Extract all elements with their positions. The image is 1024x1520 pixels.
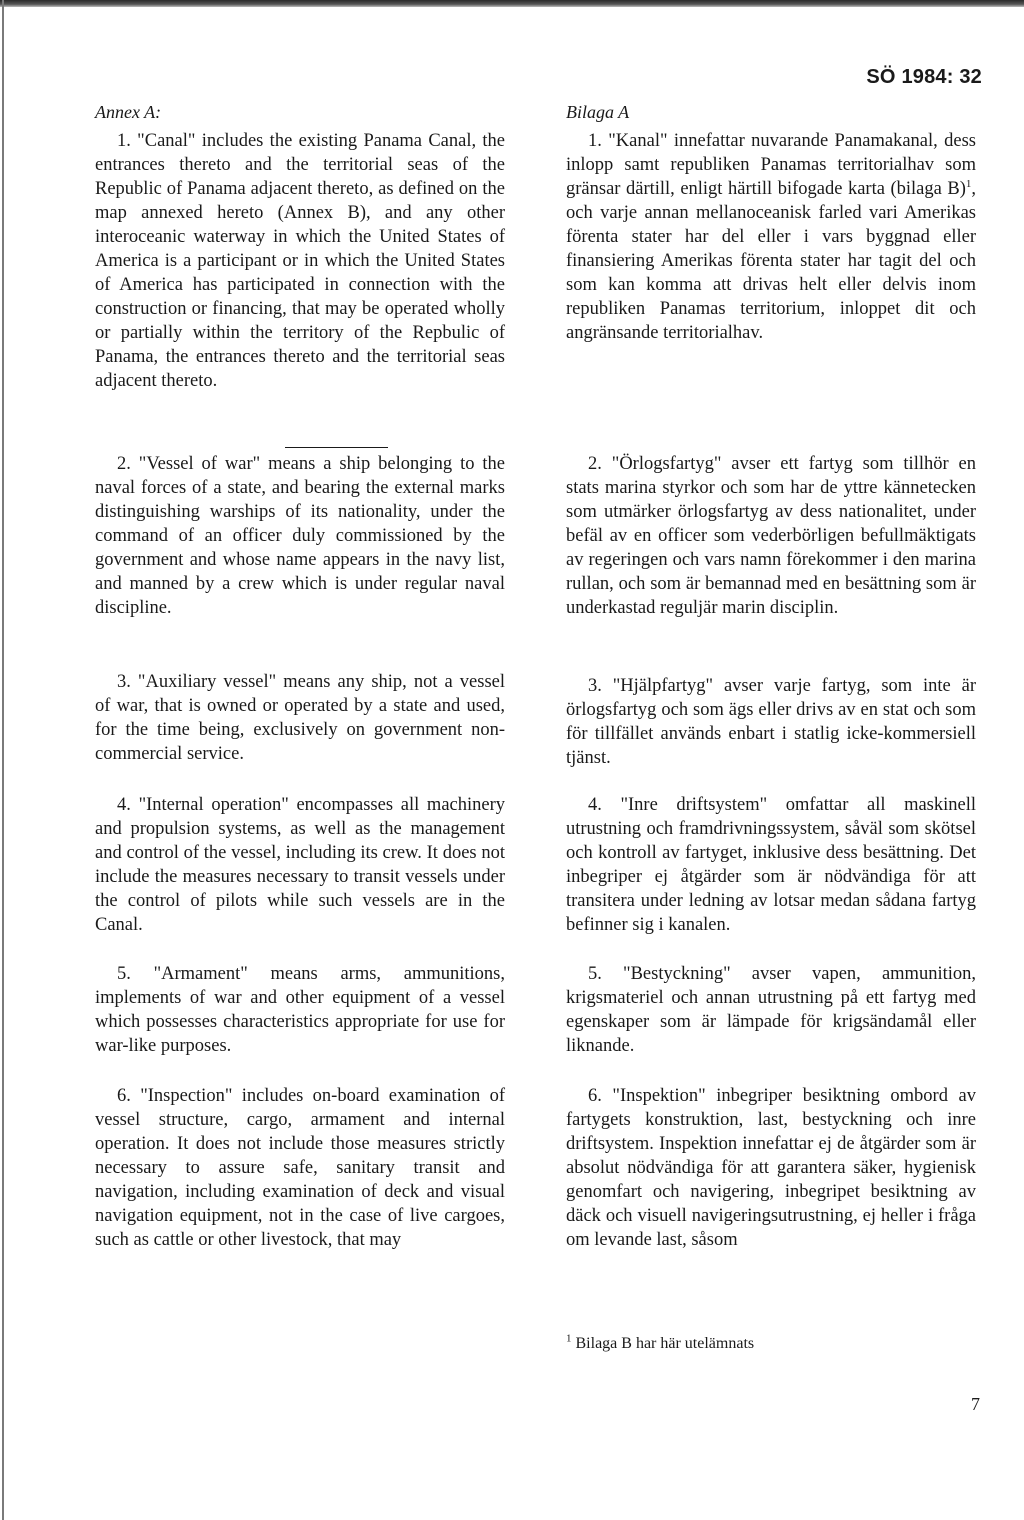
footnote-text: Bilaga B har här utelämnats <box>571 1335 755 1352</box>
pen-mark-line <box>285 447 388 448</box>
footnote <box>566 1334 754 1354</box>
en-paragraph-3: 3. "Auxiliary vessel" means any ship, not a vessel of war, that is owned or operated by a state and used, for the time being, exclusively on government non-commercial service. <box>95 672 505 764</box>
sv-paragraph-1-text: 1. "Kanal" innefattar nuvarande Panamakanal, dess inlopp samt republiken Panamas territorialhav som gränsar därtill, enligt härtill bifogade karta (bilaga B) <box>566 131 976 199</box>
en-paragraph-6: 6. "Inspection" includes on-board examination of vessel structure, cargo, armament and internal operation. It does not include those measures strictly necessary to assure safe, sanitary transit and navigation, including examination of deck and visual navigation equipment, not in the case of live cargoes, such as cattle or other livestock, that may <box>95 1086 505 1250</box>
left-scan-border <box>2 0 4 1520</box>
footnote-reference: 1 <box>965 177 972 190</box>
sv-paragraph-5: 5. "Bestyckning" avser vapen, ammunition, krigsmateriel och annan utrustning på ett fartyg med egenskaper som är lämpade för krigsändamål eller liknande. <box>566 964 976 1056</box>
sv-paragraph-6: 6. "Inspektion" inbegriper besiktning ombord av fartygets konstruktion, last, bestyckning och inre driftsystem. Inspektion innefattar ej de åtgärder som är absolut nödvändiga för att garantera säker, hygienisk genomfart och navigering, inbegripet besiktning av däck och visuell navigeringsutrustning, ej heller i fråga om levande last, såsom <box>566 1086 976 1250</box>
footnote-mark: 1 <box>566 1332 572 1345</box>
bilaga-heading: Bilaga A <box>566 102 630 122</box>
sv-paragraph-2: 2. "Örlogsfartyg" avser ett fartyg som tillhör en stats marina styrkor och som har de yttre kännetecken som utmärker örlogsfartyg av dess nationalitet, under befäl av en officer som vederbörligen befullmäktigats av regeringen och vars namn förekommer i den marina rullan, och som är bemannad med en besättning som är underkastad reguljär marin disciplin. <box>566 454 976 618</box>
document-reference: SÖ 1984: 32 <box>866 66 982 88</box>
annex-heading: Annex A: <box>95 102 162 122</box>
en-paragraph-1: 1. "Canal" includes the existing Panama Canal, the entrances thereto and the territorial seas of the Republic of Panama adjacent thereto, as defined on the map annexed hereto (Annex B), and any other interoceanic waterway in which the United States of America is a participant or in which the United States of America has participated in connection with the construction or financing, that may be operated wholly or partially within the territory of the Repbulic of Panama, the entrances thereto and the territorial seas adjacent thereto. <box>95 131 505 391</box>
top-scan-border <box>0 0 1024 7</box>
page-number: 7 <box>971 1394 980 1414</box>
en-paragraph-2: 2. "Vessel of war" means a ship belonging to the naval forces of a state, and bearing the external marks distinguishing warships of its nationality, under the command of an officer duly commissioned by the government and whose name appears in the navy list, and manned by a crew which is under regular naval discipline. <box>95 454 505 618</box>
sv-paragraph-1 <box>566 129 976 345</box>
sv-paragraph-3: 3. "Hjälpfartyg" avser varje fartyg, som inte är örlogsfartyg och som ägs eller drivs av en stat och som för tillfället används enbart i statlig icke-kommersiell tjänst. <box>566 676 976 768</box>
en-paragraph-5: 5. "Armament" means arms, ammunitions, implements of war and other equipment of a vessel which possesses characteristics appropriate for use for war-like purposes. <box>95 964 505 1056</box>
sv-paragraph-4: 4. "Inre driftsystem" omfattar all maskinell utrustning och framdrivningssystem, såväl som skötsel och kontroll av fartyget, inklusive dess besättning. Det inbegriper ej åtgärder som är nödvändiga för att transitera under ledning av lotsar medan sådana fartyg befinner sig i kanalen. <box>566 795 976 935</box>
sv-paragraph-1-text-cont: , och varje annan mellanoceanisk farled vari Amerikas förenta stater har del eller i vars byggnad eller finansiering Amerikas förenta stater har tagit del och som kan komma att drivas helt eller delvis inom republiken Panamas territorium, inloppet dit och angränsande territorialhav. <box>566 179 976 343</box>
en-paragraph-4: 4. "Internal operation" encompasses all machinery and propulsion systems, as well as the management and control of the vessel, including its crew. It does not include the measures necessary to transit vessels under the control of pilots while such vessels are in the Canal. <box>95 795 505 935</box>
